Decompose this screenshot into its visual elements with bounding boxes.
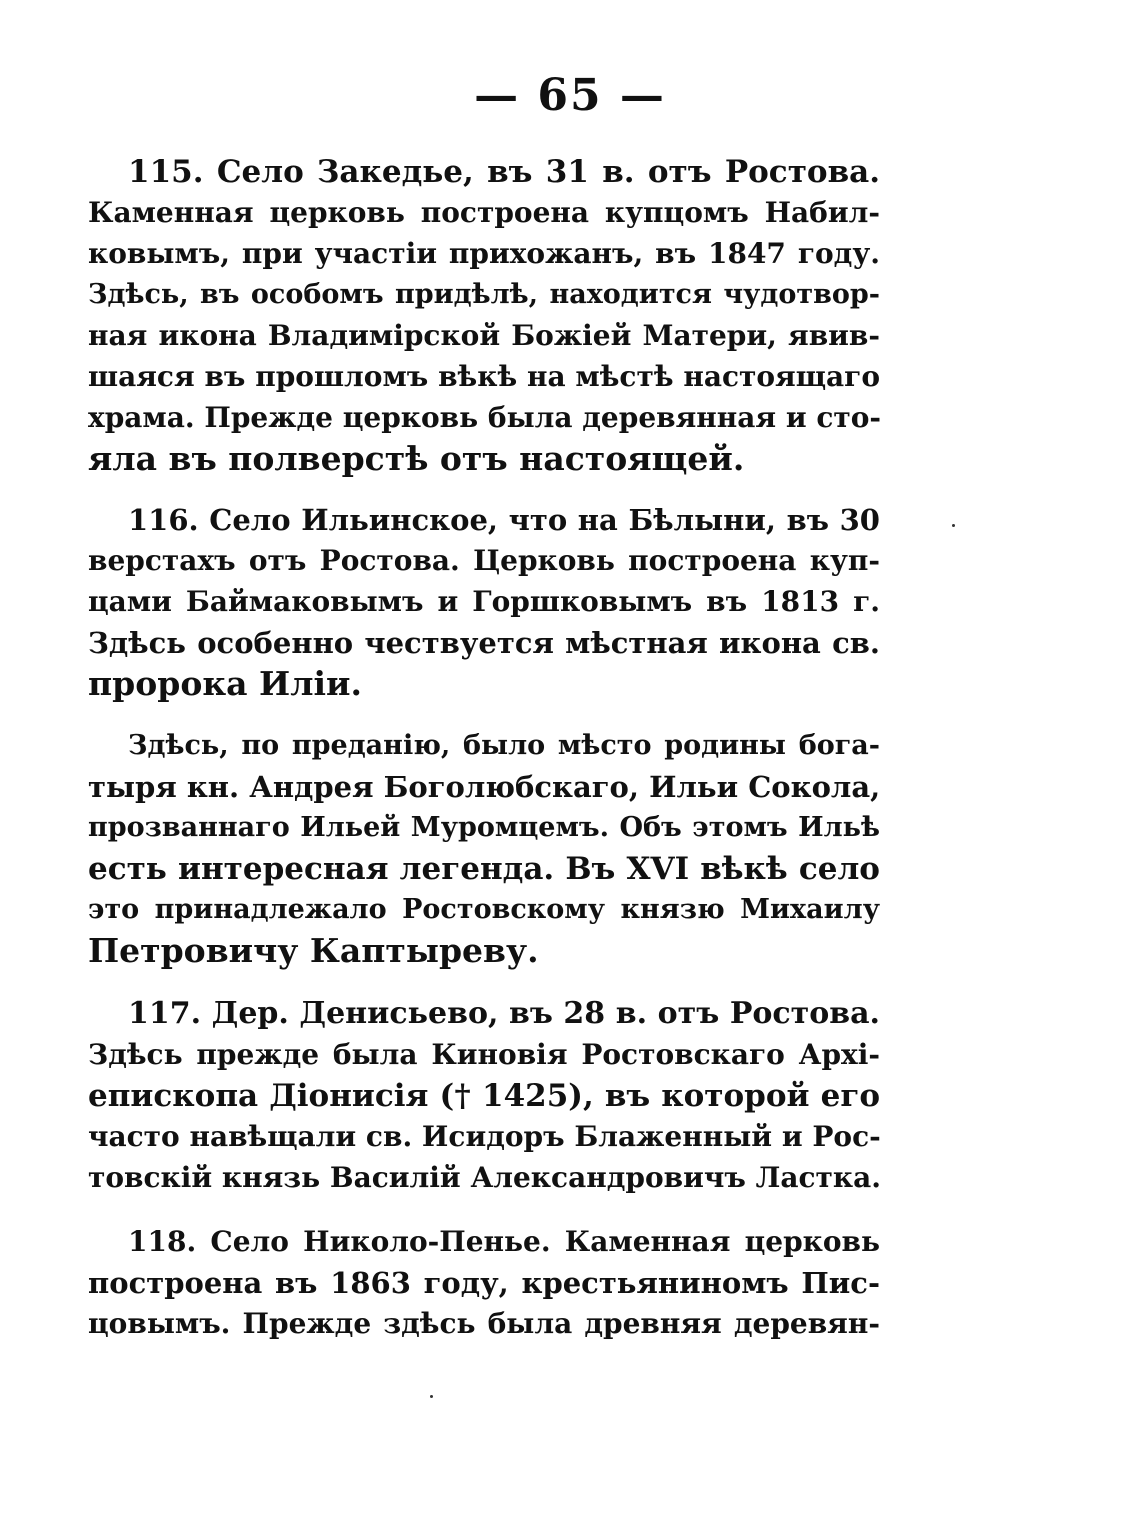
entry-117-line-1: 117. Дер. Денисьево, въ 28 в. отъ Ростова. — [128, 996, 880, 1031]
entry-117-line-5: товскій князь Василій Александровичъ Ластка. — [88, 1161, 881, 1194]
entry-115-line-3: ковымъ, при участіи прихожанъ, въ 1847 году. — [88, 237, 880, 270]
entry-116-line-2: верстахъ отъ Ростова. Церковь построена куп- — [88, 544, 880, 577]
scan-speck — [952, 524, 955, 527]
place-name: Село Николо-Пенье. — [210, 1225, 551, 1258]
scan-speck — [430, 1395, 433, 1398]
entry-116-line-4: Здѣсь особенно чествуется мѣстная икона св. — [88, 626, 880, 660]
legend-line-2: тыря кн. Андрея Боголюбскаго, Ильи Сокола, — [88, 770, 881, 804]
place-name: Дер. Денисьево, — [211, 996, 499, 1031]
entry-118-line-1: 118. Село Николо-Пенье. Каменная церковь — [128, 1225, 881, 1258]
entry-115-line-8: яла въ полверстѣ отъ настоящей. — [88, 439, 745, 478]
legend-line-6: Петровичу Каптыреву. — [88, 931, 539, 970]
entry-115-line-2: Каменная церковь построена купцомъ Набил- — [88, 196, 880, 229]
entry-115-line-5: ная икона Владимірской Божіей Матери, явив- — [88, 319, 880, 352]
legend-line-3: прозваннаго Ильей Муромцемъ. Объ этомъ Ильѣ — [88, 812, 880, 843]
entry-117-line-2: Здѣсь прежде была Киновія Ростовскаго Архі- — [88, 1038, 880, 1071]
entry-115-line-1: 115. Село Закедье, въ 31 в. отъ Ростова. — [128, 154, 880, 190]
entry-116-line-3: цами Баймаковымъ и Горшковымъ въ 1813 г. — [88, 585, 880, 618]
place-name: Ильинское, что на Бѣлыни, — [301, 503, 776, 537]
entry-117-line-4: часто навѣщали св. Исидоръ Блаженный и Рос- — [88, 1120, 881, 1153]
entry-115-line-7: храма. Прежде церковь была деревянная и сто- — [88, 401, 882, 434]
entry-117-line-3: епископа Діонисія († 1425), въ которой его — [88, 1078, 880, 1114]
place-name: Село Закедье, — [216, 154, 474, 190]
legend-line-4: есть интересная легенда. Въ XVI вѣкѣ село — [88, 851, 880, 887]
entry-118-line-3: цовымъ. Прежде здѣсь была древняя деревян- — [88, 1307, 880, 1340]
entry-118-line-2: построена въ 1863 году, крестьяниномъ Пис- — [88, 1266, 880, 1300]
entry-115-line-6: шаяся въ прошломъ вѣкѣ на мѣстѣ настоящаго — [88, 360, 880, 393]
entry-116-line-1: 116. Село Ильинское, что на Бѣлыни, въ 30 — [128, 503, 880, 537]
entry-116-line-5: пророка Иліи. — [88, 664, 362, 703]
legend-line-1: Здѣсь, по преданію, было мѣсто родины бога- — [128, 730, 880, 761]
page-number: — 65 — — [474, 70, 666, 121]
entry-115-line-4: Здѣсь, въ особомъ придѣлѣ, находится чудотвор- — [88, 279, 880, 310]
legend-line-5: это принадлежало Ростовскому князю Михаилу — [88, 894, 880, 925]
